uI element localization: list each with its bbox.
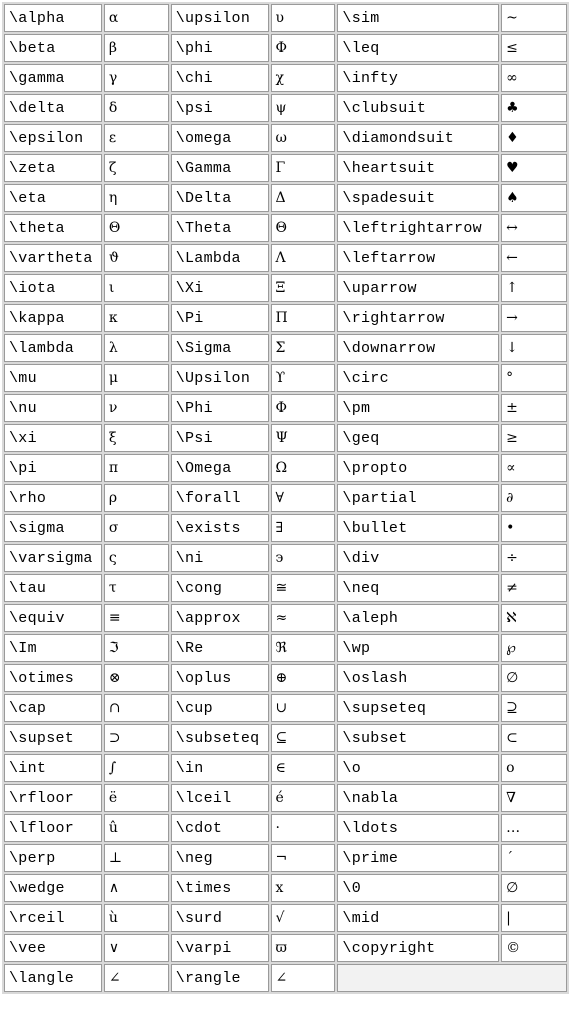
symbol-cell: · bbox=[271, 814, 336, 842]
table-row bbox=[4, 94, 567, 122]
command-cell: \leq bbox=[337, 34, 499, 62]
table-row bbox=[4, 904, 567, 932]
symbol-cell: ♣ bbox=[501, 94, 567, 122]
command-cell: \beta bbox=[4, 34, 102, 62]
symbol-cell: ↓ bbox=[501, 334, 567, 362]
command-cell: \sim bbox=[337, 4, 499, 32]
symbol-cell: | bbox=[501, 904, 567, 932]
table-row bbox=[4, 334, 567, 362]
symbol-cell: χ bbox=[271, 64, 336, 92]
command-cell: \sigma bbox=[4, 514, 102, 542]
symbol-cell: ∫ bbox=[104, 754, 169, 782]
command-cell: \wedge bbox=[4, 874, 102, 902]
table-row bbox=[4, 484, 567, 512]
symbol-cell: … bbox=[501, 814, 567, 842]
table-row bbox=[4, 274, 567, 302]
symbol-cell: ♥ bbox=[501, 154, 567, 182]
command-cell: \surd bbox=[171, 904, 269, 932]
symbol-cell: ∠ bbox=[104, 964, 169, 992]
symbol-cell: ℜ bbox=[271, 634, 336, 662]
symbol-cell: δ bbox=[104, 94, 169, 122]
table-row bbox=[4, 814, 567, 842]
symbol-cell: ⊂ bbox=[501, 724, 567, 752]
command-cell: \copyright bbox=[337, 934, 499, 962]
symbol-cell: λ bbox=[104, 334, 169, 362]
command-cell: \psi bbox=[171, 94, 269, 122]
command-cell: \0 bbox=[337, 874, 499, 902]
empty-cell bbox=[337, 964, 567, 992]
command-cell: \tau bbox=[4, 574, 102, 602]
symbol-cell: ℘ bbox=[501, 634, 567, 662]
symbol-cell: Δ bbox=[271, 184, 336, 212]
symbol-cell: ρ bbox=[104, 484, 169, 512]
symbol-cell: Λ bbox=[271, 244, 336, 272]
command-cell: \Upsilon bbox=[171, 364, 269, 392]
command-cell: \upsilon bbox=[171, 4, 269, 32]
symbol-cell: ∧ bbox=[104, 874, 169, 902]
symbol-cell: π bbox=[104, 454, 169, 482]
command-cell: \spadesuit bbox=[337, 184, 499, 212]
symbol-cell: é bbox=[271, 784, 336, 812]
command-cell: \Re bbox=[171, 634, 269, 662]
symbol-cell: © bbox=[501, 934, 567, 962]
command-cell: \lambda bbox=[4, 334, 102, 362]
symbol-cell: υ bbox=[271, 4, 336, 32]
command-cell: \phi bbox=[171, 34, 269, 62]
command-cell: \rho bbox=[4, 484, 102, 512]
command-cell: \Omega bbox=[171, 454, 269, 482]
command-cell: \oplus bbox=[171, 664, 269, 692]
command-cell: \eta bbox=[4, 184, 102, 212]
symbol-cell: ∂ bbox=[501, 484, 567, 512]
command-cell: \prime bbox=[337, 844, 499, 872]
table-row bbox=[4, 154, 567, 182]
command-cell: \pi bbox=[4, 454, 102, 482]
symbol-cell: κ bbox=[104, 304, 169, 332]
symbol-cell: ´ bbox=[501, 844, 567, 872]
symbol-cell: α bbox=[104, 4, 169, 32]
command-cell: \rfloor bbox=[4, 784, 102, 812]
command-cell: \cdot bbox=[171, 814, 269, 842]
command-cell: \lfloor bbox=[4, 814, 102, 842]
symbol-cell: ϑ bbox=[104, 244, 169, 272]
symbol-cell: Ψ bbox=[271, 424, 336, 452]
symbol-cell: Σ bbox=[271, 334, 336, 362]
symbol-cell: ε bbox=[104, 124, 169, 152]
command-cell: \leftarrow bbox=[337, 244, 499, 272]
symbol-cell: ≤ bbox=[501, 34, 567, 62]
command-cell: \supset bbox=[4, 724, 102, 752]
table-row bbox=[4, 754, 567, 782]
symbol-cell: → bbox=[501, 304, 567, 332]
symbol-table-body bbox=[4, 4, 567, 992]
symbol-cell: ψ bbox=[271, 94, 336, 122]
command-cell: \subseteq bbox=[171, 724, 269, 752]
symbol-cell: ° bbox=[501, 364, 567, 392]
command-cell: \wp bbox=[337, 634, 499, 662]
table-row bbox=[4, 34, 567, 62]
symbol-cell: β bbox=[104, 34, 169, 62]
symbol-cell: ⊗ bbox=[104, 664, 169, 692]
symbol-cell: Φ bbox=[271, 394, 336, 422]
command-cell: \downarrow bbox=[337, 334, 499, 362]
symbol-cell: Θ bbox=[104, 214, 169, 242]
table-row bbox=[4, 634, 567, 662]
command-cell: \uparrow bbox=[337, 274, 499, 302]
command-cell: \equiv bbox=[4, 604, 102, 632]
command-cell: \in bbox=[171, 754, 269, 782]
symbol-cell: ϖ bbox=[271, 934, 336, 962]
command-cell: \Pi bbox=[171, 304, 269, 332]
symbol-cell: Γ bbox=[271, 154, 336, 182]
command-cell: \supseteq bbox=[337, 694, 499, 722]
command-cell: \gamma bbox=[4, 64, 102, 92]
symbol-cell: ↔ bbox=[501, 214, 567, 242]
symbol-cell: ι bbox=[104, 274, 169, 302]
command-cell: \vee bbox=[4, 934, 102, 962]
symbol-cell: ⊕ bbox=[271, 664, 336, 692]
command-cell: \div bbox=[337, 544, 499, 572]
symbol-cell: ζ bbox=[104, 154, 169, 182]
command-cell: \neg bbox=[171, 844, 269, 872]
symbol-cell: ∅ bbox=[501, 664, 567, 692]
command-cell: \Phi bbox=[171, 394, 269, 422]
table-row bbox=[4, 934, 567, 962]
command-cell: \partial bbox=[337, 484, 499, 512]
symbol-cell: ë bbox=[104, 784, 169, 812]
symbol-cell: μ bbox=[104, 364, 169, 392]
symbol-cell: ≥ bbox=[501, 424, 567, 452]
command-cell: \subset bbox=[337, 724, 499, 752]
table-row bbox=[4, 544, 567, 572]
symbol-cell: ∩ bbox=[104, 694, 169, 722]
symbol-cell: η bbox=[104, 184, 169, 212]
symbol-cell: ς bbox=[104, 544, 169, 572]
table-row bbox=[4, 424, 567, 452]
command-cell: \Delta bbox=[171, 184, 269, 212]
table-row bbox=[4, 844, 567, 872]
command-cell: \exists bbox=[171, 514, 269, 542]
table-row bbox=[4, 574, 567, 602]
command-cell: \Theta bbox=[171, 214, 269, 242]
command-cell: \oslash bbox=[337, 664, 499, 692]
command-cell: \varpi bbox=[171, 934, 269, 962]
command-cell: \rightarrow bbox=[337, 304, 499, 332]
symbol-cell: ♦ bbox=[501, 124, 567, 152]
symbol-cell: x bbox=[271, 874, 336, 902]
symbol-cell: ± bbox=[501, 394, 567, 422]
symbol-cell: ⊃ bbox=[104, 724, 169, 752]
symbol-cell: ≠ bbox=[501, 574, 567, 602]
command-cell: \cong bbox=[171, 574, 269, 602]
symbol-cell: ¬ bbox=[271, 844, 336, 872]
symbol-cell: ∃ bbox=[271, 514, 336, 542]
symbol-cell: Ξ bbox=[271, 274, 336, 302]
table-row bbox=[4, 124, 567, 152]
command-cell: \Psi bbox=[171, 424, 269, 452]
symbol-cell: ξ bbox=[104, 424, 169, 452]
symbol-cell: Θ bbox=[271, 214, 336, 242]
command-cell: \varsigma bbox=[4, 544, 102, 572]
command-cell: \circ bbox=[337, 364, 499, 392]
command-cell: \nu bbox=[4, 394, 102, 422]
command-cell: \clubsuit bbox=[337, 94, 499, 122]
symbol-cell: ω bbox=[271, 124, 336, 152]
symbol-cell: ∪ bbox=[271, 694, 336, 722]
symbol-cell: û bbox=[104, 814, 169, 842]
symbol-cell: ≅ bbox=[271, 574, 336, 602]
command-cell: \ldots bbox=[337, 814, 499, 842]
symbol-cell: ù bbox=[104, 904, 169, 932]
symbol-cell: ∈ bbox=[271, 754, 336, 782]
table-row bbox=[4, 364, 567, 392]
command-cell: \theta bbox=[4, 214, 102, 242]
symbol-cell: ℑ bbox=[104, 634, 169, 662]
command-cell: \aleph bbox=[337, 604, 499, 632]
symbol-cell: Ω bbox=[271, 454, 336, 482]
command-cell: \Lambda bbox=[171, 244, 269, 272]
table-row bbox=[4, 694, 567, 722]
table-row bbox=[4, 454, 567, 482]
symbol-cell: ⊇ bbox=[501, 694, 567, 722]
symbol-cell: ∨ bbox=[104, 934, 169, 962]
symbol-cell: ≈ bbox=[271, 604, 336, 632]
command-cell: \langle bbox=[4, 964, 102, 992]
symbol-cell: ≡ bbox=[104, 604, 169, 632]
symbol-cell: √ bbox=[271, 904, 336, 932]
table-row bbox=[4, 304, 567, 332]
symbol-cell: ϶ bbox=[271, 544, 336, 572]
command-cell: \xi bbox=[4, 424, 102, 452]
table-row bbox=[4, 724, 567, 752]
symbol-cell: ↑ bbox=[501, 274, 567, 302]
table-row bbox=[4, 184, 567, 212]
command-cell: \diamondsuit bbox=[337, 124, 499, 152]
command-cell: \approx bbox=[171, 604, 269, 632]
command-cell: \lceil bbox=[171, 784, 269, 812]
command-cell: \times bbox=[171, 874, 269, 902]
command-cell: \mid bbox=[337, 904, 499, 932]
command-cell: \kappa bbox=[4, 304, 102, 332]
command-cell: \cup bbox=[171, 694, 269, 722]
symbol-table bbox=[2, 2, 569, 994]
symbol-cell: ♠ bbox=[501, 184, 567, 212]
symbol-cell: ∀ bbox=[271, 484, 336, 512]
command-cell: \cap bbox=[4, 694, 102, 722]
symbol-cell: Π bbox=[271, 304, 336, 332]
table-row bbox=[4, 64, 567, 92]
symbol-cell: ν bbox=[104, 394, 169, 422]
symbol-cell: ∅ bbox=[501, 874, 567, 902]
command-cell: \leftrightarrow bbox=[337, 214, 499, 242]
symbol-cell: ∠ bbox=[271, 964, 336, 992]
symbol-cell: ~ bbox=[501, 4, 567, 32]
symbol-cell: ⊆ bbox=[271, 724, 336, 752]
command-cell: \bullet bbox=[337, 514, 499, 542]
table-row bbox=[4, 604, 567, 632]
command-cell: \neq bbox=[337, 574, 499, 602]
symbol-cell: ⊥ bbox=[104, 844, 169, 872]
command-cell: \Gamma bbox=[171, 154, 269, 182]
table-row bbox=[4, 244, 567, 272]
command-cell: \mu bbox=[4, 364, 102, 392]
command-cell: \o bbox=[337, 754, 499, 782]
command-cell: \otimes bbox=[4, 664, 102, 692]
table-row bbox=[4, 394, 567, 422]
table-row bbox=[4, 964, 567, 992]
table-row bbox=[4, 4, 567, 32]
command-cell: \heartsuit bbox=[337, 154, 499, 182]
symbol-cell: ϒ bbox=[271, 364, 336, 392]
command-cell: \delta bbox=[4, 94, 102, 122]
symbol-cell: ← bbox=[501, 244, 567, 272]
command-cell: \Xi bbox=[171, 274, 269, 302]
command-cell: \ni bbox=[171, 544, 269, 572]
command-cell: \forall bbox=[171, 484, 269, 512]
symbol-cell: • bbox=[501, 514, 567, 542]
command-cell: \epsilon bbox=[4, 124, 102, 152]
command-cell: \infty bbox=[337, 64, 499, 92]
table-row bbox=[4, 784, 567, 812]
command-cell: \chi bbox=[171, 64, 269, 92]
command-cell: \rceil bbox=[4, 904, 102, 932]
command-cell: \pm bbox=[337, 394, 499, 422]
command-cell: \omega bbox=[171, 124, 269, 152]
symbol-cell: γ bbox=[104, 64, 169, 92]
command-cell: \alpha bbox=[4, 4, 102, 32]
command-cell: \rangle bbox=[171, 964, 269, 992]
table-row bbox=[4, 514, 567, 542]
command-cell: \perp bbox=[4, 844, 102, 872]
symbol-cell: ∇ bbox=[501, 784, 567, 812]
table-row bbox=[4, 214, 567, 242]
command-cell: \Sigma bbox=[171, 334, 269, 362]
symbol-cell: ℵ bbox=[501, 604, 567, 632]
symbol-cell: σ bbox=[104, 514, 169, 542]
command-cell: \zeta bbox=[4, 154, 102, 182]
symbol-cell: Φ bbox=[271, 34, 336, 62]
command-cell: \int bbox=[4, 754, 102, 782]
command-cell: \iota bbox=[4, 274, 102, 302]
command-cell: \Im bbox=[4, 634, 102, 662]
symbol-cell: τ bbox=[104, 574, 169, 602]
command-cell: \vartheta bbox=[4, 244, 102, 272]
symbol-cell: ÷ bbox=[501, 544, 567, 572]
symbol-cell: ∞ bbox=[501, 64, 567, 92]
symbol-cell: ο bbox=[501, 754, 567, 782]
command-cell: \geq bbox=[337, 424, 499, 452]
command-cell: \nabla bbox=[337, 784, 499, 812]
command-cell: \propto bbox=[337, 454, 499, 482]
table-row bbox=[4, 664, 567, 692]
symbol-cell: ∝ bbox=[501, 454, 567, 482]
table-row bbox=[4, 874, 567, 902]
